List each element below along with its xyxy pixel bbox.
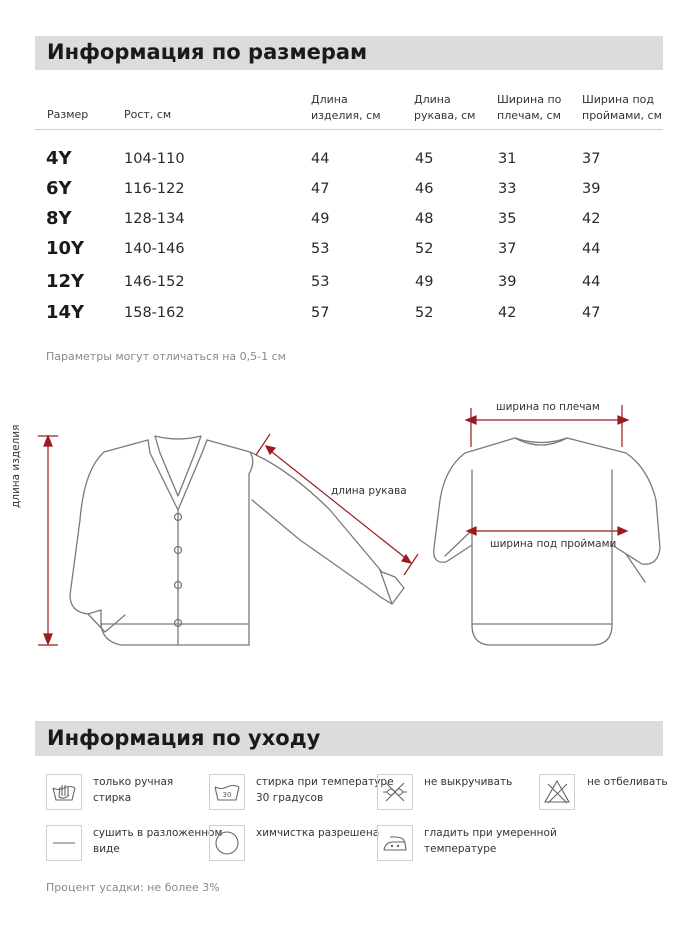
table-row-size: 14Y [46, 302, 85, 323]
table-cell-length: 57 [311, 305, 330, 321]
table-cell-armhole: 44 [582, 274, 601, 290]
table-cell-shoulder: 31 [498, 151, 517, 167]
sizes-section-title: Информация по размерам [47, 40, 368, 64]
table-cell-length: 53 [311, 241, 330, 257]
table-cell-sleeve: 45 [415, 151, 434, 167]
shrinkage-note: Процент усадки: не более 3% [46, 881, 220, 894]
table-cell-length: 47 [311, 181, 330, 197]
header-sleeve-line1: Длина [414, 93, 451, 106]
table-row-size: 8Y [46, 208, 72, 229]
table-cell-armhole: 37 [582, 151, 601, 167]
no-bleach-icon [539, 774, 575, 810]
care-section-header [35, 721, 663, 756]
care-label [256, 825, 396, 841]
table-cell-height: 140-146 [124, 241, 185, 257]
care-label-line2: виде [93, 843, 120, 855]
table-cell-sleeve: 46 [415, 181, 434, 197]
table-cell-shoulder: 33 [498, 181, 517, 197]
length-label: длина изделия [10, 424, 22, 508]
iron-medium-icon [377, 825, 413, 861]
cardigan-front-drawing [70, 436, 404, 645]
care-label-line1: стирка при температуре [256, 776, 394, 788]
header-sleeve-line2: рукава, см [414, 109, 476, 122]
table-cell-sleeve: 48 [415, 211, 434, 227]
hand-wash-icon [46, 774, 82, 810]
care-label [424, 825, 564, 857]
header-size: Размер [47, 108, 89, 121]
care-label-line1: химчистка разрешена [256, 827, 380, 839]
header-length-line1: Длина [311, 93, 348, 106]
care-label-line2: 30 градусов [256, 792, 324, 804]
table-cell-shoulder: 42 [498, 305, 517, 321]
wash-30-icon [209, 774, 245, 810]
care-label [93, 774, 213, 806]
care-label [256, 774, 396, 806]
table-cell-sleeve: 52 [415, 305, 434, 321]
armhole-width-label: ширина под проймами [490, 538, 617, 550]
care-section-title: Информация по уходу [47, 726, 321, 750]
table-cell-shoulder: 37 [498, 241, 517, 257]
dry-flat-icon [46, 825, 82, 861]
table-row-size: 12Y [46, 271, 85, 292]
header-armhole-line1: Ширина под [582, 93, 654, 106]
header-shoulder-line2: плечам, см [497, 109, 561, 122]
table-row-size: 4Y [46, 148, 72, 169]
table-row-size: 6Y [46, 178, 72, 199]
table-cell-sleeve: 49 [415, 274, 434, 290]
care-label [587, 774, 698, 790]
header-armhole-line2: проймами, см [582, 109, 662, 122]
dry-clean-icon [209, 825, 245, 861]
care-label-line2: температуре [424, 843, 497, 855]
table-cell-sleeve: 52 [415, 241, 434, 257]
care-label-line1: сушить в разложенном [93, 827, 223, 839]
table-cell-armhole: 47 [582, 305, 601, 321]
table-cell-height: 158-162 [124, 305, 185, 321]
no-wring-icon [377, 774, 413, 810]
sleeve-length-label: длина рукава [331, 485, 407, 497]
table-cell-height: 104-110 [124, 151, 185, 167]
table-cell-armhole: 44 [582, 241, 601, 257]
care-label-line1: не выкручивать [424, 776, 513, 788]
care-label-line1: гладить при умеренной [424, 827, 557, 839]
table-cell-height: 146-152 [124, 274, 185, 290]
table-cell-armhole: 42 [582, 211, 601, 227]
care-label-line2: стирка [93, 792, 132, 804]
header-height: Рост, см [124, 108, 172, 121]
care-label [424, 774, 544, 790]
care-label-line1: не отбеливать [587, 776, 668, 788]
table-cell-height: 116-122 [124, 181, 185, 197]
table-cell-shoulder: 39 [498, 274, 517, 290]
header-shoulder-line1: Ширина по [497, 93, 562, 106]
size-tolerance-note: Параметры могут отличаться на 0,5-1 см [46, 350, 286, 363]
table-cell-length: 49 [311, 211, 330, 227]
table-row-size: 10Y [46, 238, 85, 259]
table-cell-shoulder: 35 [498, 211, 517, 227]
shoulder-width-label: ширина по плечам [496, 401, 600, 413]
header-length-line2: изделия, см [311, 109, 381, 122]
table-cell-length: 53 [311, 274, 330, 290]
table-cell-armhole: 39 [582, 181, 601, 197]
table-cell-length: 44 [311, 151, 330, 167]
measurement-arrows [38, 405, 628, 645]
wash-temp-badge: 30 [222, 791, 232, 799]
table-cell-height: 128-134 [124, 211, 185, 227]
care-label-line1: только ручная [93, 776, 174, 788]
